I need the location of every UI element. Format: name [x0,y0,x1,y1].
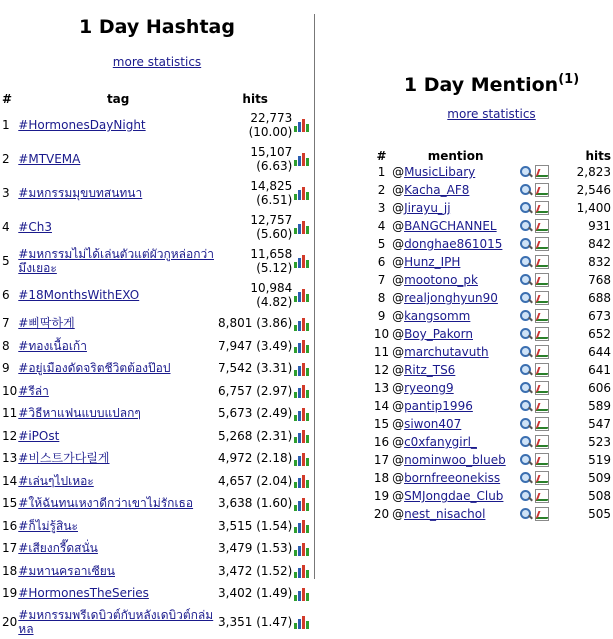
hashtag-link[interactable]: #เสียงกรี๊ดสนั่น [18,541,98,556]
row-number: 7 [2,316,10,331]
hits-value [218,447,292,470]
hashtag-link[interactable]: #iPOst [18,428,60,443]
bar-chart-icon[interactable] [294,615,310,629]
hashtag-link[interactable]: #삐딱하게 [18,316,75,331]
hashtag-more-statistics-link[interactable]: more statistics [112,55,202,69]
mention-link[interactable]: c0xfanygirl_ [404,435,477,449]
magnifier-icon[interactable] [519,255,533,269]
hashtag-col-num: # [2,92,13,106]
line-graph-icon[interactable] [535,489,549,503]
row-number: 1 [2,118,10,132]
mention-table-header [373,148,613,163]
hits-count: 14,825 [250,179,293,193]
row-number: 18 [373,471,390,485]
table-row [0,560,314,583]
hits-value [218,605,292,639]
row-number: 2 [377,183,386,197]
hits-percent: (4.82) [256,295,293,309]
bar-chart-icon[interactable] [294,497,310,511]
hits-percent: (2.31) [256,428,293,443]
hits-count: 12,757 [250,213,293,227]
bar-chart-icon[interactable] [294,288,310,302]
hashtag-table-header [0,90,314,108]
hashtag-table [0,90,314,639]
mention-link[interactable]: mootono_pk [404,273,478,287]
table-row [0,142,314,176]
mention-link[interactable]: nominwoo_blueb [404,453,506,467]
hits-value: 2,546 [576,183,611,197]
hashtag-link[interactable]: #มหกรรมพรีเดบิวต์กับหลังเดบิวต์กล่มหล [18,607,214,636]
row-number: 14 [373,399,390,413]
hits-value: 842 [588,237,611,251]
bar-chart-icon[interactable] [294,339,310,353]
hits-percent: (2.97) [256,383,293,398]
line-graph-icon[interactable] [535,417,549,431]
mention-link[interactable]: Kacha_AF8 [404,183,470,197]
bar-chart-icon[interactable] [294,152,310,166]
hits-value [218,108,292,142]
hits-percent: (1.53) [256,541,293,556]
hits-value: 547 [588,417,611,431]
hits-percent: (1.49) [256,586,293,601]
hits-count: 4,972 [218,451,253,466]
magnifier-icon[interactable] [519,309,533,323]
hits-percent: (2.04) [256,473,293,488]
hits-value: 644 [588,345,611,359]
hits-count: 6,757 [218,383,253,398]
mention-col-num: # [376,148,387,163]
magnifier-icon[interactable] [519,201,533,215]
hits-value: 589 [588,399,611,413]
hits-value: 2,823 [576,165,611,179]
magnifier-icon[interactable] [519,165,533,179]
row-number: 11 [373,345,390,359]
hits-value [218,470,292,493]
bar-chart-icon[interactable] [294,186,310,200]
table-row: 3 @Jirayu_jj 1,400 [373,199,613,217]
line-graph-icon[interactable] [535,273,549,287]
table-row [0,515,314,538]
line-graph-icon[interactable] [535,309,549,323]
line-graph-icon[interactable] [535,201,549,215]
magnifier-icon[interactable] [519,345,533,359]
hits-value [218,560,292,583]
hits-percent: (1.52) [256,563,293,578]
hashtag-link[interactable]: #ให้ฉันทนเหงาดีกว่าเขาไม่รักเธอ [18,496,194,511]
mention-link[interactable]: nest_nisachol [404,507,486,521]
hashtag-link[interactable]: #Ch3 [18,220,52,234]
hits-count: 3,638 [218,496,253,511]
line-graph-icon[interactable] [535,327,549,341]
table-row [0,425,314,448]
mention-link[interactable]: kangsomm [404,309,471,323]
hits-count: 3,472 [218,563,253,578]
row-number: 14 [2,473,18,488]
hits-value [218,335,292,358]
bar-chart-icon[interactable] [294,317,310,331]
table-row [0,537,314,560]
table-row: 15 @siwon407 547 [373,417,611,431]
row-number: 9 [2,361,10,376]
line-graph-icon[interactable] [535,453,549,467]
line-graph-icon[interactable] [535,345,549,359]
line-graph-icon[interactable] [535,255,549,269]
mention-link[interactable]: realjonghyun90 [404,291,498,305]
row-number: 15 [2,496,18,511]
hits-value [218,142,292,176]
hits-value [218,210,292,244]
hits-value: 832 [588,255,611,269]
mention-link[interactable]: donghae861015 [404,237,503,251]
hits-value: 768 [588,273,611,287]
line-graph-icon[interactable] [535,435,549,449]
hits-percent: (2.49) [256,406,293,421]
hits-count: 8,801 [218,316,253,331]
hashtag-link[interactable]: #HormonesTheSeries [18,586,149,601]
mention-link[interactable]: Jirayu_jj [404,201,451,215]
row-number: 13 [2,451,18,466]
line-graph-icon[interactable] [535,399,549,413]
table-row [0,335,314,358]
hits-count: 3,402 [218,586,253,601]
row-number: 3 [2,186,10,200]
hits-value [218,492,292,515]
hits-value [218,244,292,278]
bar-chart-icon[interactable] [294,118,310,132]
table-row [0,278,314,312]
hits-percent: (3.31) [256,361,293,376]
hits-value: 688 [588,291,611,305]
hits-percent: (10.00) [248,125,293,139]
bar-chart-icon[interactable] [294,384,310,398]
hits-value [218,278,292,312]
magnifier-icon[interactable] [519,471,533,485]
line-graph-icon[interactable] [535,471,549,485]
mention-panel [370,0,613,521]
magnifier-icon[interactable] [519,291,533,305]
table-row [0,312,314,335]
table-row: 14 @pantip1996 589 [373,399,611,413]
mention-link[interactable]: BANGCHANNEL [404,219,497,233]
hits-value [218,402,292,425]
hits-count: 5,268 [218,428,253,443]
bar-chart-icon[interactable] [294,542,310,556]
magnifier-icon[interactable] [519,453,533,467]
hits-value [218,357,292,380]
hashtag-link[interactable]: #อยู่เมืองดัดจริตชีวิตต้องป๊อป [18,361,171,376]
row-number: 18 [2,563,18,578]
magnifier-icon[interactable] [519,273,533,287]
magnifier-icon[interactable] [519,237,533,251]
magnifier-icon[interactable] [519,327,533,341]
mention-link[interactable]: ryeong9 [404,381,454,395]
hits-value [218,380,292,403]
bar-chart-icon[interactable] [294,474,310,488]
hits-value: 652 [588,327,611,341]
line-graph-icon[interactable] [535,237,549,251]
table-row: 11 @marchutavuth 644 [373,345,611,359]
hits-value: 931 [588,219,611,233]
hits-percent: (3.86) [256,316,293,331]
table-row: 18 @bornfreeonekiss 509 [373,471,611,485]
hits-value: 508 [588,489,611,503]
table-row [0,176,314,210]
hits-value: 1,400 [576,201,611,215]
hits-count: 3,515 [218,518,253,533]
row-number: 10 [2,383,18,398]
table-row [0,447,314,470]
table-row: 4 @BANGCHANNEL 931 [373,217,613,235]
hits-value [218,312,292,335]
hashtag-link[interactable]: #มหกรรมไม่ได้เล่นตัวแต่ผัวกูหล่อกว่ามึงเยอะ [18,247,214,275]
hashtag-link[interactable]: #เล่นๆไปเหอะ [18,473,94,488]
bar-chart-icon[interactable] [294,254,310,268]
hits-value [218,582,292,605]
hits-count: 5,673 [218,406,253,421]
hits-percent: (3.49) [256,338,293,353]
row-number: 11 [2,406,18,421]
row-number: 20 [373,507,390,521]
hits-count: 22,773 [250,111,293,125]
magnifier-icon[interactable] [519,183,533,197]
mention-title: 1 Day Mention$^{(1)}$ [403,72,580,96]
mention-col-mention: mention [427,148,484,163]
mention-col-hits: hits [585,148,611,163]
bar-chart-icon[interactable] [294,407,310,421]
magnifier-icon[interactable] [519,489,533,503]
table-row: 1 @MusicLibary 2,823 [373,163,613,181]
row-number: 7 [377,273,386,287]
hits-value: 606 [588,381,611,395]
row-number: 4 [377,219,386,233]
hits-percent: (5.60) [256,227,293,241]
table-row [0,108,314,142]
line-graph-icon[interactable] [535,363,549,377]
line-graph-icon[interactable] [535,291,549,305]
table-row: 19 @SMJongdae_Club 508 [373,489,611,503]
mention-link[interactable]: bornfreeonekiss [404,471,501,485]
hashtag-link[interactable]: #HormonesDayNight [18,118,146,132]
magnifier-icon[interactable] [519,435,533,449]
table-row [0,492,314,515]
row-number: 16 [2,518,18,533]
row-number: 16 [373,435,390,449]
table-row: 9 @kangsomm 673 [373,307,613,325]
row-number: 6 [377,255,386,269]
line-graph-icon[interactable] [535,183,549,197]
hits-value [218,537,292,560]
row-number: 6 [2,288,10,302]
row-number: 3 [377,201,386,215]
mention-table [373,148,613,523]
hits-value [218,515,292,538]
row-number: 12 [373,363,390,377]
hashtag-link[interactable]: #มหานครอาเซียน [18,563,115,578]
hashtag-link[interactable]: #มหกรรมมุขบทสนทนา [18,186,143,200]
magnifier-icon[interactable] [519,399,533,413]
hits-percent: (1.60) [256,496,293,511]
table-row [0,470,314,493]
hits-percent: (5.12) [256,261,293,275]
hits-percent: (1.47) [256,614,293,629]
magnifier-icon[interactable] [519,363,533,377]
line-graph-icon[interactable] [535,381,549,395]
column-divider [314,14,315,579]
table-row: 5 @donghae861015 842 [373,235,613,253]
row-number: 13 [373,381,390,395]
row-number: 12 [2,428,18,443]
row-number: 17 [2,541,18,556]
table-row: 8 @realjonghyun90 688 [373,289,613,307]
line-graph-icon[interactable] [535,219,549,233]
hashtag-link[interactable]: #비스트가다릴게 [18,451,110,466]
row-number: 19 [373,489,390,503]
magnifier-icon[interactable] [519,381,533,395]
table-row: 12 @Ritz_TS6 641 [373,363,611,377]
table-row: 6 @Hunz_IPH 832 [373,253,613,271]
row-number: 2 [2,152,10,166]
hashtag-link[interactable]: #ก็ไม่รู้สินะ [18,518,78,533]
mention-link[interactable]: siwon407 [404,417,462,431]
bar-chart-icon[interactable] [294,429,310,443]
table-row: 13 @ryeong9 606 [373,381,611,395]
hashtag-link[interactable]: #วิธีหาแฟนแบบแปลกๆ [18,406,141,421]
row-number: 5 [377,237,386,251]
magnifier-icon[interactable] [519,507,533,521]
table-row: 10 @Boy_Pakorn 652 [373,327,611,341]
bar-chart-icon[interactable] [294,587,310,601]
hits-value: 523 [588,435,611,449]
hits-count: 7,947 [218,338,253,353]
table-row: 17 @nominwoo_blueb 519 [373,453,611,467]
hashtag-title: 1 Day Hashtag [79,16,235,38]
bar-chart-icon[interactable] [294,564,310,578]
mention-link[interactable]: SMJongdae_Club [404,489,504,503]
hits-value: 641 [588,363,611,377]
row-number: 17 [373,453,390,467]
hits-value: 673 [588,309,611,323]
row-number: 15 [373,417,390,431]
table-row: 20 @nest_nisachol 505 [373,507,611,521]
hits-count: 7,542 [218,361,253,376]
hits-count: 11,658 [250,247,293,261]
hits-count: 10,984 [250,281,293,295]
mention-link[interactable]: MusicLibary [404,165,476,179]
table-row [0,582,314,605]
hashtag-col-tag: tag [106,92,130,106]
mention-link[interactable]: marchutavuth [404,345,489,359]
table-row [0,402,314,425]
hits-percent: (6.51) [256,193,293,207]
mention-link[interactable]: pantip1996 [404,399,473,413]
bar-chart-icon[interactable] [294,362,310,376]
hits-value: 519 [588,453,611,467]
hashtag-link[interactable]: #รีล่า [18,383,49,398]
hits-count: 3,479 [218,541,253,556]
hits-percent: (6.63) [256,159,293,173]
row-number: 20 [2,614,18,629]
hits-count: 4,657 [218,473,253,488]
row-number: 1 [377,165,386,179]
hashtag-link[interactable]: #ทองเนื้อเก้า [18,338,87,353]
hashtag-col-hits: hits [242,92,268,106]
bar-chart-icon[interactable] [294,220,310,234]
hashtag-link[interactable]: #18MonthsWithEXO [18,288,140,302]
table-row [0,244,314,278]
table-row: 2 @Kacha_AF8 2,546 [373,181,613,199]
hashtag-link[interactable]: #MTVEMA [18,152,81,166]
row-number: 8 [2,338,10,353]
bar-chart-icon[interactable] [294,519,310,533]
hits-count: 3,351 [218,614,253,629]
hits-percent: (1.54) [256,518,293,533]
line-graph-icon[interactable] [535,165,549,179]
table-row [0,605,314,639]
hits-value: 505 [588,507,611,521]
row-number: 8 [377,291,386,305]
hits-count: 15,107 [250,145,293,159]
magnifier-icon[interactable] [519,219,533,233]
mention-more-statistics-link[interactable]: more statistics [447,107,536,121]
mention-link[interactable]: Boy_Pakorn [404,327,473,341]
bar-chart-icon[interactable] [294,452,310,466]
hits-value [218,425,292,448]
row-number: 9 [377,309,386,323]
row-number: 4 [2,220,10,234]
row-number: 10 [373,327,390,341]
line-graph-icon[interactable] [535,507,549,521]
table-row [0,210,314,244]
table-row: 7 @mootono_pk 768 [373,271,613,289]
magnifier-icon[interactable] [519,417,533,431]
hits-value: 509 [588,471,611,485]
mention-link[interactable]: Hunz_IPH [404,255,461,269]
table-row [0,357,314,380]
row-number: 19 [2,586,18,601]
hits-value [218,176,292,210]
table-row [0,380,314,403]
mention-link[interactable]: Ritz_TS6 [404,363,456,377]
hits-percent: (2.18) [256,451,293,466]
table-row: 16 @c0xfanygirl_ 523 [373,435,611,449]
row-number: 5 [2,254,10,268]
